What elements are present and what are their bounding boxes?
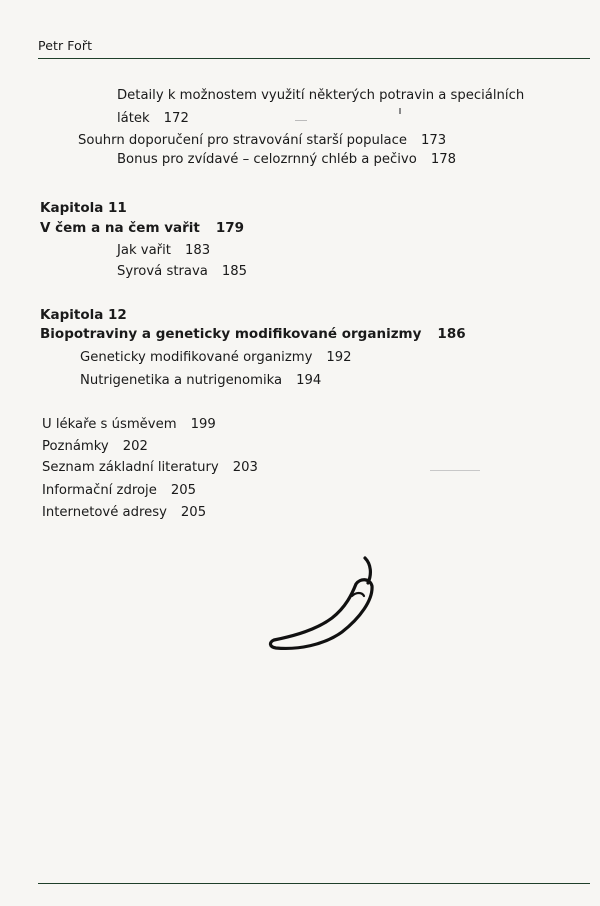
toc-entry-page: 192 — [326, 350, 352, 365]
chapter-title-page: 186 — [437, 326, 466, 342]
toc-entry-text: U lékaře s úsměvem — [42, 417, 177, 432]
toc-entry-syrova-strava — [117, 263, 247, 281]
toc-entry-poznamky — [42, 438, 148, 456]
toc-entry-text: Syrová strava — [117, 264, 208, 279]
scan-speck — [295, 120, 307, 121]
toc-entry-page: 178 — [430, 152, 456, 167]
toc-entry-latek — [117, 110, 189, 128]
footer-rule — [38, 883, 590, 884]
chapter-12-title — [40, 326, 466, 342]
chapter-title-text: Biopotraviny a geneticky modifikované organizmy — [40, 326, 422, 342]
toc-entry-page: 185 — [221, 264, 248, 279]
toc-entry-jak-varit — [117, 242, 210, 260]
toc-entry-bonus — [117, 151, 456, 169]
toc-entry-gmo — [80, 349, 352, 367]
toc-entry-text: látek — [117, 111, 150, 126]
toc-entry-page: 205 — [170, 483, 196, 498]
toc-entry-page: 203 — [232, 460, 258, 475]
toc-entry-text: Informační zdroje — [42, 483, 157, 498]
toc-entry-internetove-adresy — [42, 504, 206, 522]
toc-entry-page: 199 — [190, 417, 216, 432]
toc-entry-text: Jak vařit — [117, 243, 171, 258]
toc-entry-informacni-zdroje — [42, 482, 196, 500]
running-head-author: Petr Fořt — [38, 38, 93, 53]
chili-pepper-icon — [268, 556, 378, 656]
toc-entry-u-lekare — [42, 416, 216, 434]
toc-entry-text: Souhrn doporučení pro stravování starší populace — [78, 133, 407, 148]
toc-entry-nutrigenetika — [80, 372, 321, 390]
toc-entry-text: Geneticky modifikované organizmy — [80, 350, 313, 365]
toc-entry-text: Poznámky — [42, 439, 109, 454]
toc-entry-literatura — [42, 459, 258, 477]
toc-entry-page: 202 — [122, 439, 148, 454]
scan-speck — [399, 108, 401, 114]
toc-entry-text: Internetové adresy — [42, 505, 167, 520]
toc-entry-text: Seznam základní literatury — [42, 460, 219, 475]
chapter-11-label: Kapitola 11 — [40, 200, 127, 216]
toc-entry-page: 173 — [420, 133, 447, 148]
header-rule — [38, 58, 590, 59]
toc-entry-page: 172 — [163, 111, 189, 126]
toc-entry-detaily — [117, 87, 524, 105]
toc-entry-text: Detaily k možnostem využití některých potravin a speciálních — [117, 88, 525, 103]
chapter-12-label: Kapitola 12 — [40, 307, 127, 323]
scan-speck — [430, 470, 480, 471]
toc-entry-text: Nutrigenetika a nutrigenomika — [80, 373, 283, 388]
chapter-11-title — [40, 220, 244, 236]
toc-entry-souhrn — [78, 132, 446, 150]
toc-entry-page: 194 — [296, 373, 322, 388]
toc-entry-page: 183 — [184, 243, 211, 258]
chapter-title-page: 179 — [215, 220, 245, 236]
chapter-title-text: V čem a na čem vařit — [40, 220, 200, 236]
toc-entry-text: Bonus pro zvídavé – celozrnný chléb a pečivo — [117, 152, 417, 167]
toc-entry-page: 205 — [180, 505, 207, 520]
